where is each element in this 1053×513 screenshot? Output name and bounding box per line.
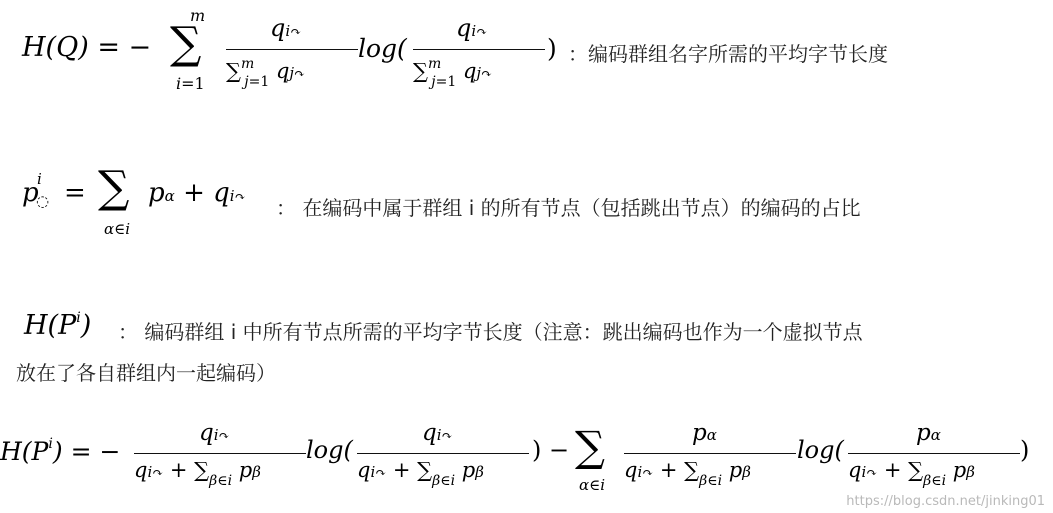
sum-sign-2: ∑	[98, 162, 130, 213]
close-minus: ) −	[532, 436, 570, 464]
formula-3-description-line-1: ： 编码群组 i 中所有节点所需的平均字节长度（注意：跳出编码也作为一个虚拟节点	[118, 320, 863, 344]
fracC-bar	[624, 453, 796, 454]
formula-4-lhs: $H(P^i)$ = −	[0, 436, 121, 466]
fracB-numerator: qi↷	[422, 420, 453, 446]
sum-upper-m: m	[190, 6, 206, 25]
equals-sign: =	[64, 178, 86, 208]
fracC-denominator: qi↷ + $\sum_{\beta\in i}$ pβ	[624, 458, 751, 489]
fracD-numerator: pα	[916, 420, 941, 446]
frac2-denominator: ∑$^m_{j=1}$ qj↷	[413, 56, 492, 90]
formula-1-description: ：编码群组名字所需的平均字节长度	[568, 42, 888, 66]
fracC-numerator: pα	[692, 420, 717, 446]
sum-sign: ∑	[170, 18, 202, 69]
fracA-denominator: qi↷ + $\sum_{\beta\in i}$ pβ	[134, 458, 261, 489]
frac2-bar	[413, 49, 545, 50]
sum-lower-alpha-in-i-2: α∈i	[579, 476, 606, 494]
sum-sign-3: ∑	[575, 422, 605, 471]
log-word-3: log(	[797, 436, 844, 464]
log-word-2: log(	[306, 436, 353, 464]
log-word-1: log(	[358, 34, 407, 63]
fracD-denominator: qi↷ + $\sum_{\beta\in i}$ pβ	[848, 458, 975, 489]
frac1-denominator: ∑$^m_{j=1}$ qj↷	[226, 56, 305, 90]
formula-3-description-line-2: 放在了各自群组内一起编码）	[16, 361, 276, 385]
p-symbol: p	[22, 178, 39, 208]
formula-1-lhs: H(Q) = −	[22, 32, 152, 63]
formula-2-description: ： 在编码中属于群组 i 的所有节点（包括跳出节点）的编码的占比	[276, 196, 861, 220]
fracA-bar	[134, 453, 306, 454]
fracB-denominator: qi↷ + $\sum_{\beta\in i}$ pβ	[357, 458, 484, 489]
close-paren-4: )	[1020, 436, 1030, 464]
frac1-bar	[226, 49, 358, 50]
fracB-bar	[357, 453, 529, 454]
fracA-numerator: qi↷	[199, 420, 230, 446]
p-alpha-plus-q: pα + qi↷	[148, 178, 246, 208]
frac1-numerator: qi↷	[270, 14, 302, 42]
close-paren-1: )	[547, 34, 557, 63]
h-p-i-symbol: $H(P^i)$	[24, 310, 92, 341]
sum-lower-alpha-in-i: α∈i	[104, 220, 131, 238]
fracD-bar	[848, 453, 1020, 454]
sum-lower-i1: i=1	[176, 74, 205, 93]
frac2-numerator: qi↷	[456, 14, 488, 42]
p-superscript-i: i	[37, 170, 42, 188]
watermark: https://blog.csdn.net/jinking01	[846, 494, 1045, 509]
p-subscript-circle: ◌	[36, 192, 50, 210]
